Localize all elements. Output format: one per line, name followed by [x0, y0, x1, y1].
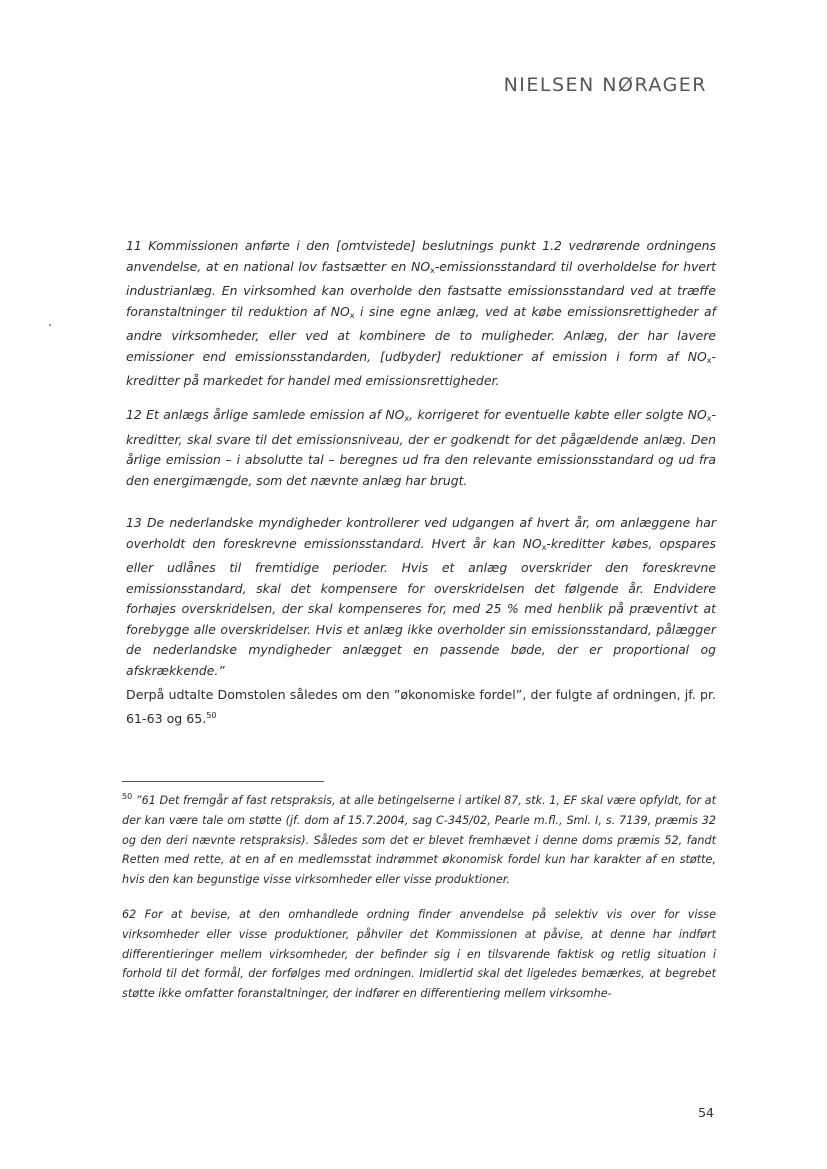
body-text: Derpå udtalte Domstolen således om den ”økonomiske fordel”, der fulgte af ordningen, jf. pr. 61-63 og 65.: [126, 687, 716, 726]
p12-text-c: -kreditter, skal svare til det emissionsniveau, der er godkendt for det pågældende anlæg. Den årlige emission – i absolutte tal – beregnes ud fra den relevante emissionsstandard og ud fra den energimængde, som det nævnte anlæg har brugt.: [126, 407, 717, 488]
subscript-x: x: [706, 414, 712, 423]
footnote-number: 50: [122, 792, 133, 801]
quote-paragraph-11: [126, 236, 716, 392]
p13-text-b: -kreditter købes, opspares eller udlånes til fremtidige perioder. Hvis et anlæg overskrider den foreskrevne emissionsstandard, skal det kompensere for overskridelsen det følgende år. Endvidere forhøjes overskridelsen, der skal kompenseres for, med 25 % med henblik på præventivt at forebygge alle overskridelser. Hvis et anlæg ikke overholder sin emissionsstandard, pålægger de nederlandske myndigheder anlægget en passende bøde, der er proportional og afskrækkende.”: [126, 535, 716, 678]
footnote-61-text: ”61 Det fremgår af fast retspraksis, at alle betingelserne i artikel 87, stk. 1, EF skal være opfyldt, for at der kan være tale om støtte (jf. dom af 15.7.2004, sag C-345/02, Pearle m.fl., Sml. I, s. 7139, præmis 32 og den deri nævnte retspraksis). Således som det er blevet fremhævet i denne doms præmis 52, fandt Retten med rette, at en af en medlemsstat indrømmet økonomisk fordel kun har karakter af en støtte, hvis den kan begunstige visse virksomheder eller visse produktioner.: [122, 794, 716, 887]
quote-paragraph-13: [126, 513, 716, 681]
footnote-62: [122, 905, 716, 1004]
footnote-61: [122, 787, 716, 890]
scan-speck: [49, 324, 51, 326]
firm-header: NIELSEN NØRAGER: [503, 74, 707, 96]
p11-text-d: -kreditter på markedet for handel med emissionsrettigheder.: [126, 348, 716, 388]
body-paragraph: [126, 685, 716, 729]
p12-text-b: , korrigeret for eventuelle købte eller solgte NO: [409, 407, 707, 422]
quote-paragraph-12: [126, 405, 716, 491]
subscript-x: x: [430, 265, 435, 275]
page-number: 54: [698, 1105, 714, 1120]
subscript-x: x: [541, 542, 547, 552]
p11-text-a: 11 Kommissionen anførte i den [omtvistede] beslutnings punkt 1.2 vedrørende ordningens anvendelse, at en national lov fastsætter en NO: [126, 238, 716, 274]
footnote-62-text: 62 For at bevise, at den omhandlede ordning finder anvendelse på selektiv vis over for visse virksomheder eller visse produktioner, påhviler det Kommissionen at påvise, at denne har indført differentieringer mellem virksomheder, der befinder sig i en tilsvarende faktisk og retlig situation i forhold til det formål, der forfølges med ordningen. Imidlertid skal det ligeledes bemærkes, at begrebet støtte ikke omfatter foranstaltninger, der indfører en differentiering mellem virksomhe-: [122, 908, 716, 1001]
footnote-divider: [122, 781, 324, 782]
p12-text-a: 12 Et anlægs årlige samlede emission af NO: [126, 407, 405, 422]
subscript-x: x: [706, 355, 712, 365]
p11-text-b: -emissionsstandard til overholdelse for hvert industrianlæg. En virksomhed kan overholde den fastsatte emissionsstandard ved at træffe foranstaltninger til reduktion af NO: [126, 258, 716, 319]
footnote-reference: 50: [206, 710, 217, 720]
p11-text-c: i sine egne anlæg, ved at købe emissionsrettigheder af andre virksomheder, eller ved at kombinere de to muligheder. Anlæg, der har lavere emissioner end emissionsstandarden, [udbyder] reduktioner af emission i form af NO: [126, 303, 716, 364]
subscript-x: x: [404, 414, 410, 423]
p13-text-a: 13 De nederlandske myndigheder kontrollerer ved udgangen af hvert år, om anlæggene har overholdt den foreskrevne emissionsstandard. Hvert år kan NO: [126, 515, 716, 551]
subscript-x: x: [349, 310, 355, 320]
